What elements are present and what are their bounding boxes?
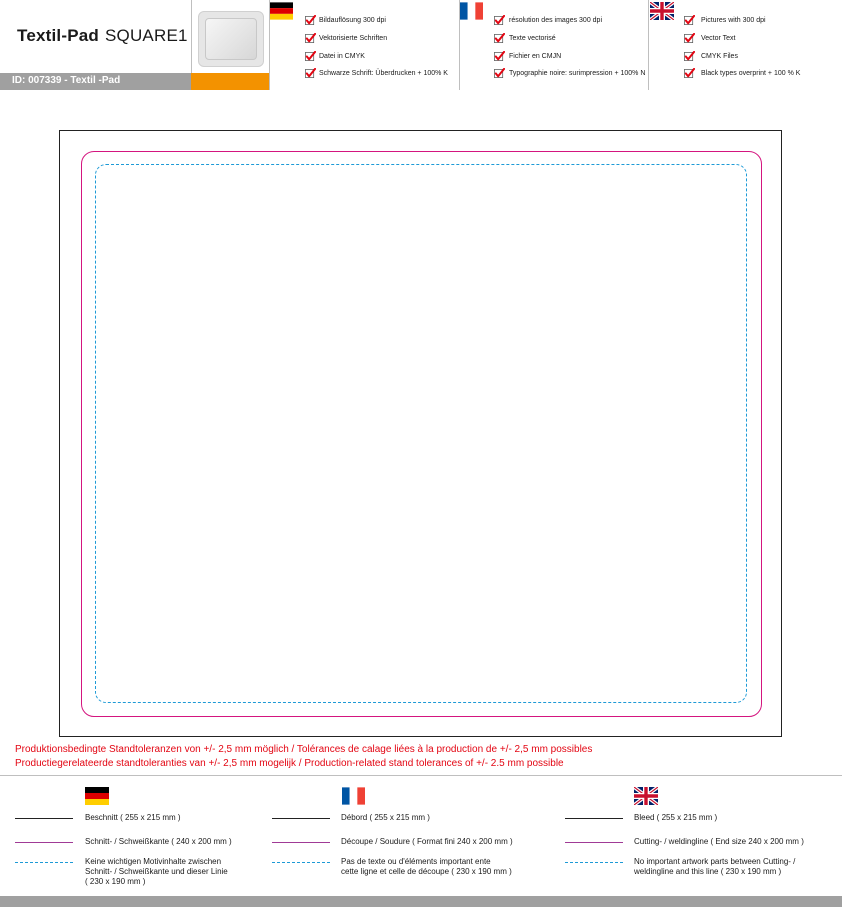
spec-en-cmyk: CMYK Files: [701, 53, 738, 60]
legend-fr-bleed: Débord ( 255 x 215 mm ): [341, 813, 430, 822]
spec-de-cmyk: Datei in CMYK: [319, 53, 365, 60]
red-checkmark-icon: [305, 15, 316, 26]
footer-bar: [0, 896, 842, 907]
header-divider: [648, 0, 649, 90]
cut-line-sample: [272, 842, 330, 843]
red-checkmark-icon: [494, 68, 505, 79]
legend-de-bleed: Beschnitt ( 255 x 215 mm ): [85, 813, 181, 822]
spec-fr-resolution: résolution des images 300 dpi: [509, 17, 603, 24]
cut-line-sample: [565, 842, 623, 843]
red-checkmark-icon: [494, 15, 505, 26]
safe-line-sample: [565, 862, 623, 863]
product-thumbnail-pad: [205, 18, 257, 60]
red-checkmark-icon: [305, 51, 316, 62]
tolerance-note-1: Produktionsbedingte Standtoleranzen von +/- 2,5 mm möglich / Tolérances de calage liées à la production de +/- 2,5 mm possibles: [15, 744, 593, 755]
spec-en-black: Black types overprint + 100 % K: [701, 70, 801, 77]
legend-de-safe-1: Keine wichtigen Motivinhalte zwischen: [85, 857, 222, 866]
red-checkmark-icon: [305, 33, 316, 44]
safe-line-sample: [15, 862, 73, 863]
legend-en-safe-2: weldingline and this line ( 230 x 190 mm ): [634, 867, 782, 876]
spec-fr-black: Typographie noire: surimpression + 100% N: [509, 70, 646, 77]
spec-en-fonts: Vector Text: [701, 35, 736, 42]
cut-line-sample: [15, 842, 73, 843]
legend-de-cut: Schnitt- / Schweißkante ( 240 x 200 mm ): [85, 837, 232, 846]
uk-flag-icon: [634, 787, 658, 805]
bleed-line-sample: [565, 818, 623, 819]
legend-fr-cut: Découpe / Soudure ( Format fini 240 x 200 mm ): [341, 837, 513, 846]
accent-bar: [191, 73, 269, 90]
spec-en-resolution: Pictures with 300 dpi: [701, 17, 766, 24]
germany-flag-icon: [85, 787, 109, 805]
red-checkmark-icon: [494, 51, 505, 62]
legend-de-safe-3: ( 230 x 190 mm ): [85, 877, 146, 886]
spec-de-fonts: Vektorisierte Schriften: [319, 35, 388, 42]
bleed-line-sample: [15, 818, 73, 819]
germany-flag-icon: [270, 2, 293, 20]
legend-en-safe-1: No important artwork parts between Cutting- /: [634, 857, 796, 866]
spec-fr-cmyk: Fichier en CMJN: [509, 53, 562, 60]
red-checkmark-icon: [684, 15, 695, 26]
spec-fr-fonts: Texte vectorisé: [509, 35, 556, 42]
red-checkmark-icon: [494, 33, 505, 44]
red-checkmark-icon: [684, 68, 695, 79]
red-checkmark-icon: [305, 68, 316, 79]
legend-de-safe-2: Schnitt- / Schweißkante und dieser Linie: [85, 867, 228, 876]
bleed-line-sample: [272, 818, 330, 819]
legend-divider: [0, 775, 842, 776]
legend-fr-safe-2: cette ligne et celle de découpe ( 230 x 190 mm ): [341, 867, 512, 876]
legend-en-bleed: Bleed ( 255 x 215 mm ): [634, 813, 718, 822]
product-name: Textil-Pad: [17, 26, 99, 45]
product-id-label: ID: 007339 - Textil -Pad: [12, 75, 121, 86]
product-model: SQUARE1: [104, 26, 188, 45]
france-flag-icon: [342, 787, 365, 805]
red-checkmark-icon: [684, 33, 695, 44]
page-title: [17, 26, 188, 46]
tolerance-note-2: Productiegerelateerde standtoleranties van +/- 2,5 mm mogelijk / Production-related stand tolerances of +/- 2.5 mm possible: [15, 758, 564, 769]
safe-line-sample: [272, 862, 330, 863]
red-checkmark-icon: [684, 51, 695, 62]
header-divider: [191, 0, 192, 73]
spec-de-black: Schwarze Schrift: Überdrucken + 100% K: [319, 70, 448, 77]
legend-fr-safe-1: Pas de texte ou d'éléments important ente: [341, 857, 491, 866]
safe-zone-line: [95, 164, 747, 703]
uk-flag-icon: [650, 2, 674, 20]
spec-de-resolution: Bildauflösung 300 dpi: [319, 17, 386, 24]
legend-en-cut: Cutting- / weldingline ( End size 240 x 200 mm ): [634, 837, 804, 846]
france-flag-icon: [460, 2, 483, 20]
